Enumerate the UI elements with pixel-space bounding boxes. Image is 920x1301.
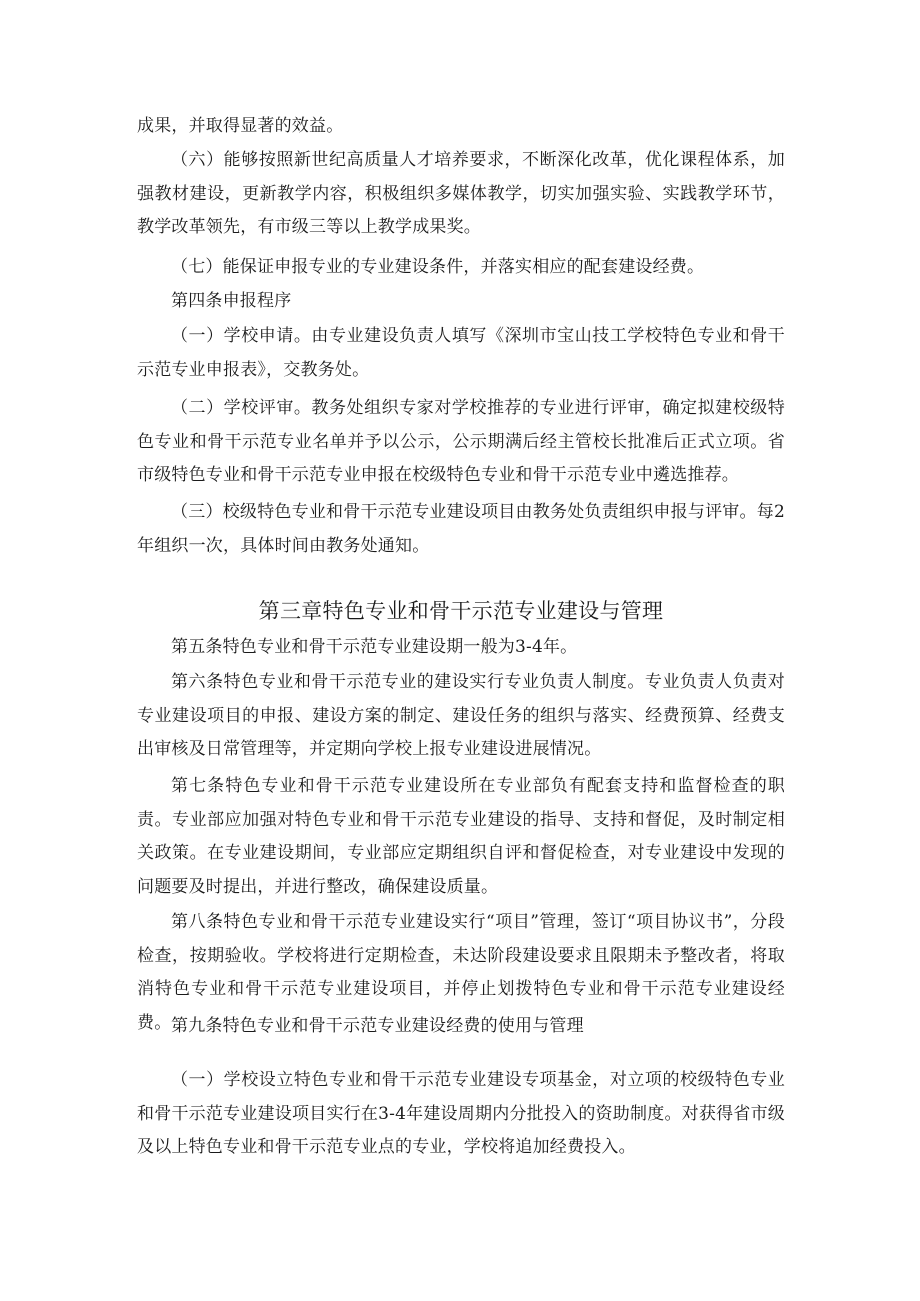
paragraph-step-3: （三）校级特色专业和骨干示范专业建设项目由教务处负责组织申报与评审。每2年组织一次，具体时间由教务处通知。 bbox=[137, 502, 785, 556]
article-4-heading: 第四条申报程序 bbox=[171, 291, 292, 311]
article-6: 第六条特色专业和骨干示范专业的建设实行专业负责人制度。专业负责人负责对专业建设项目的申报、建设方案的制定、建设任务的组织与落实、经费预算、经费支出审核及日常管理等，并定期向学校上报专业建设进展情况。 bbox=[137, 672, 785, 759]
paragraph-item-6: （六）能够按照新世纪高质量人才培养要求，不断深化改革，优化课程体系，加强教材建设，更新教学内容，积极组织多媒体教学，切实加强实验、实践教学环节，教学改革领先，有市级三等以上教学成果奖。 bbox=[137, 150, 785, 237]
chapter-heading: 第三章特色专业和骨干示范专业建设与管理 bbox=[258, 599, 664, 623]
paragraph-continuation: 成果，并取得显著的效益。 bbox=[137, 116, 344, 136]
article-5: 第五条特色专业和骨干示范专业建设期一般为3-4年。 bbox=[171, 637, 578, 657]
article-8: 第八条特色专业和骨干示范专业建设实行“项目”管理，签订“项目协议书”，分段检查，按期验收。学校将进行定期检查，未达阶段建设要求且限期未予整改者，将取消特色专业和骨干示范专业建设项目，并停止划拨特色专业和骨干示范专业建设经费。 bbox=[137, 912, 785, 1033]
paragraph-step-2: （二）学校评审。教务处组织专家对学校推荐的专业进行评审，确定拟建校级特色专业和骨干示范专业名单并予以公示，公示期满后经主管校长批准后正式立项。省市级特色专业和骨干示范专业申报在校级特色专业和骨干示范专业中遴选推荐。 bbox=[137, 398, 785, 485]
paragraph-step-1: （一）学校申请。由专业建设负责人填写《深圳市宝山技工学校特色专业和骨干示范专业申报表》，交教务处。 bbox=[137, 326, 785, 380]
article-9-clause-1: （一）学校设立特色专业和骨干示范专业建设专项基金，对立项的校级特色专业和骨干示范专业建设项目实行在3-4年建设周期内分批投入的资助制度。对获得省市级及以上特色专业和骨干示范专业点的专业，学校将追加经费投入。 bbox=[137, 1070, 785, 1157]
article-9-heading: 第九条特色专业和骨干示范专业建设经费的使用与管理 bbox=[171, 1016, 584, 1036]
paragraph-item-7: （七）能保证申报专业的专业建设条件，并落实相应的配套建设经费。 bbox=[171, 257, 705, 277]
article-7: 第七条特色专业和骨干示范专业建设所在专业部负有配套支持和监督检查的职责。专业部应加强对特色专业和骨干示范专业建设的指导、支持和督促，及时制定相关政策。在专业建设期间，专业部应定期组织自评和督促检查，对专业建设中发现的问题要及时提出，并进行整改，确保建设质量。 bbox=[137, 776, 785, 897]
